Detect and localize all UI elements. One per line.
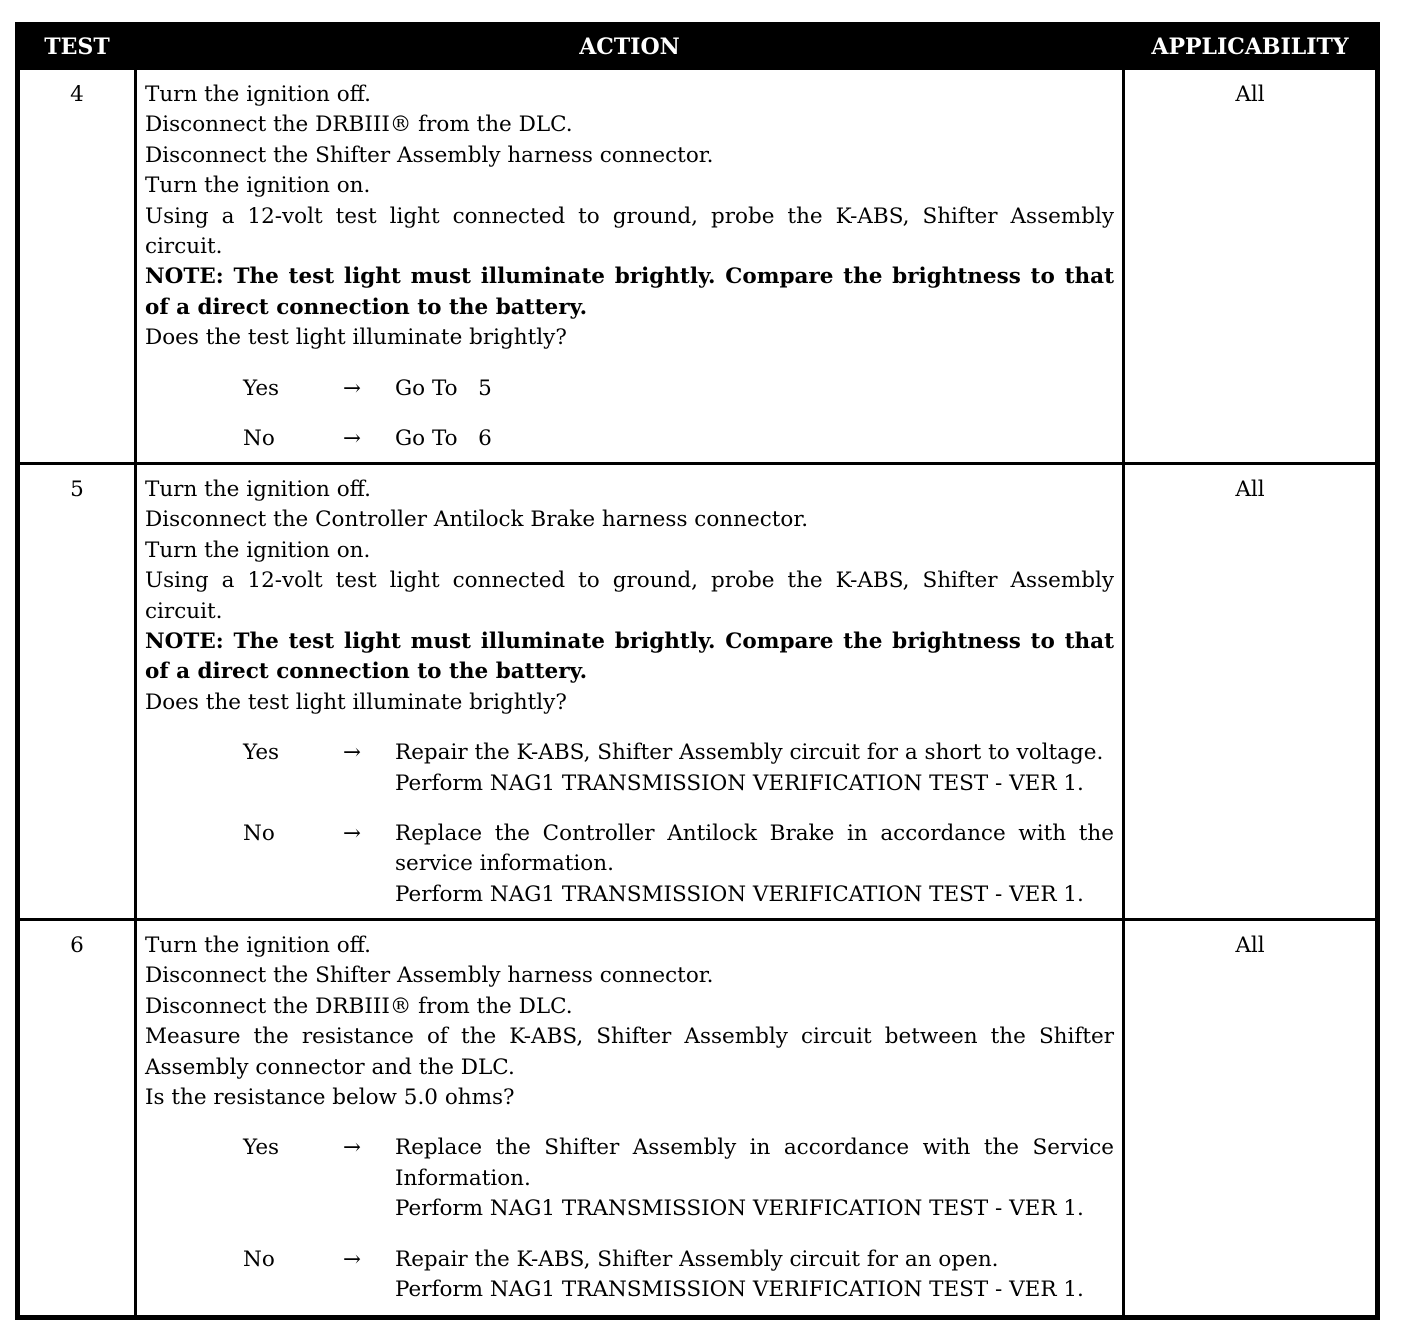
- result-label: No: [243, 1246, 275, 1272]
- result-label: Yes: [243, 375, 280, 401]
- arrow-icon: →: [343, 1246, 362, 1272]
- result-text: [395, 1245, 1114, 1306]
- result-text: [395, 424, 1114, 454]
- result-no: [145, 819, 1114, 910]
- test-number: 4: [18, 69, 136, 464]
- arrow-icon: →: [343, 375, 362, 401]
- result-line: Perform NAG1 TRANSMISSION VERIFICATION TEST - VER 1.: [395, 770, 1084, 796]
- note-text: NOTE: The test light must illuminate brightly. Compare the brightness to that of a direct connection to the battery.: [145, 629, 1114, 685]
- result-label: Yes: [243, 740, 280, 766]
- note-text: NOTE: The test light must illuminate brightly. Compare the brightness to that of a direct connection to the battery.: [145, 264, 1114, 320]
- result-line: Perform NAG1 TRANSMISSION VERIFICATION TEST - VER 1.: [395, 1277, 1084, 1303]
- arrow-icon: →: [343, 740, 362, 766]
- instruction-step: Disconnect the DRBIII® from the DLC.: [145, 112, 573, 138]
- instruction-step: Turn the ignition on.: [145, 537, 371, 563]
- result-line: Replace the Controller Antilock Brake in accordance with the service information.: [395, 821, 1114, 877]
- action-cell: [136, 464, 1124, 920]
- result-text: [395, 1133, 1114, 1224]
- table-row: [18, 464, 1378, 920]
- applicability: All: [1124, 464, 1378, 920]
- header-test: TEST: [18, 25, 136, 69]
- arrow-icon: →: [343, 1135, 362, 1161]
- result-label: No: [243, 426, 275, 452]
- result-yes: [145, 374, 1114, 404]
- instruction-step: Disconnect the Controller Antilock Brake harness connector.: [145, 507, 809, 533]
- header-row: [18, 25, 1378, 69]
- question-text: Is the resistance below 5.0 ohms?: [145, 1085, 515, 1111]
- action-cell: [136, 920, 1124, 1318]
- action-cell: [136, 69, 1124, 464]
- result-label: No: [243, 821, 275, 847]
- applicability: All: [1124, 69, 1378, 464]
- result-no: [145, 424, 1114, 454]
- instruction-step: Turn the ignition on.: [145, 173, 371, 199]
- applicability: All: [1124, 920, 1378, 1318]
- result-line: Replace the Shifter Assembly in accordance with the Service Information.: [395, 1135, 1114, 1191]
- instruction-step: Disconnect the Shifter Assembly harness connector.: [145, 963, 714, 989]
- result-yes: [145, 1133, 1114, 1224]
- result-line: Go To 5: [395, 375, 492, 401]
- instruction-step: Disconnect the DRBIII® from the DLC.: [145, 993, 573, 1019]
- instruction-step: Turn the ignition off.: [145, 933, 371, 958]
- test-number: 6: [18, 920, 136, 1318]
- result-line: Repair the K-ABS, Shifter Assembly circuit for an open.: [395, 1246, 999, 1272]
- arrow-icon: →: [343, 426, 362, 452]
- result-line: Perform NAG1 TRANSMISSION VERIFICATION TEST - VER 1.: [395, 881, 1084, 907]
- instruction-step: Using a 12-volt test light connected to ground, probe the K-ABS, Shifter Assembly circuit.: [145, 203, 1114, 260]
- question-text: Does the test light illuminate brightly?: [145, 325, 567, 351]
- test-number: 5: [18, 464, 136, 920]
- instruction-step: Measure the resistance of the K-ABS, Shifter Assembly circuit between the Shifter Assembly connector and the DLC.: [145, 1024, 1114, 1080]
- instruction-step: Turn the ignition off.: [145, 477, 371, 502]
- instruction-step: Using a 12-volt test light connected to ground, probe the K-ABS, Shifter Assembly circuit.: [145, 568, 1114, 624]
- result-text: [395, 819, 1114, 910]
- result-line: Perform NAG1 TRANSMISSION VERIFICATION TEST - VER 1.: [395, 1196, 1084, 1222]
- diagnostic-test-table: [15, 22, 1380, 1320]
- question-text: Does the test light illuminate brightly?: [145, 689, 567, 715]
- result-yes: [145, 738, 1114, 799]
- header-applicability: APPLICABILITY: [1124, 25, 1378, 69]
- header-action: ACTION: [136, 25, 1124, 69]
- instruction-step: Turn the ignition off.: [145, 82, 371, 107]
- result-no: [145, 1245, 1114, 1306]
- table-row: [18, 69, 1378, 464]
- table-row: [18, 920, 1378, 1318]
- result-text: [395, 374, 1114, 404]
- result-line: Go To 6: [395, 426, 492, 452]
- instruction-step: Disconnect the Shifter Assembly harness connector.: [145, 142, 714, 168]
- result-line: Repair the K-ABS, Shifter Assembly circuit for a short to voltage.: [395, 740, 1104, 766]
- arrow-icon: →: [343, 821, 362, 847]
- result-text: [395, 738, 1114, 799]
- result-label: Yes: [243, 1135, 280, 1161]
